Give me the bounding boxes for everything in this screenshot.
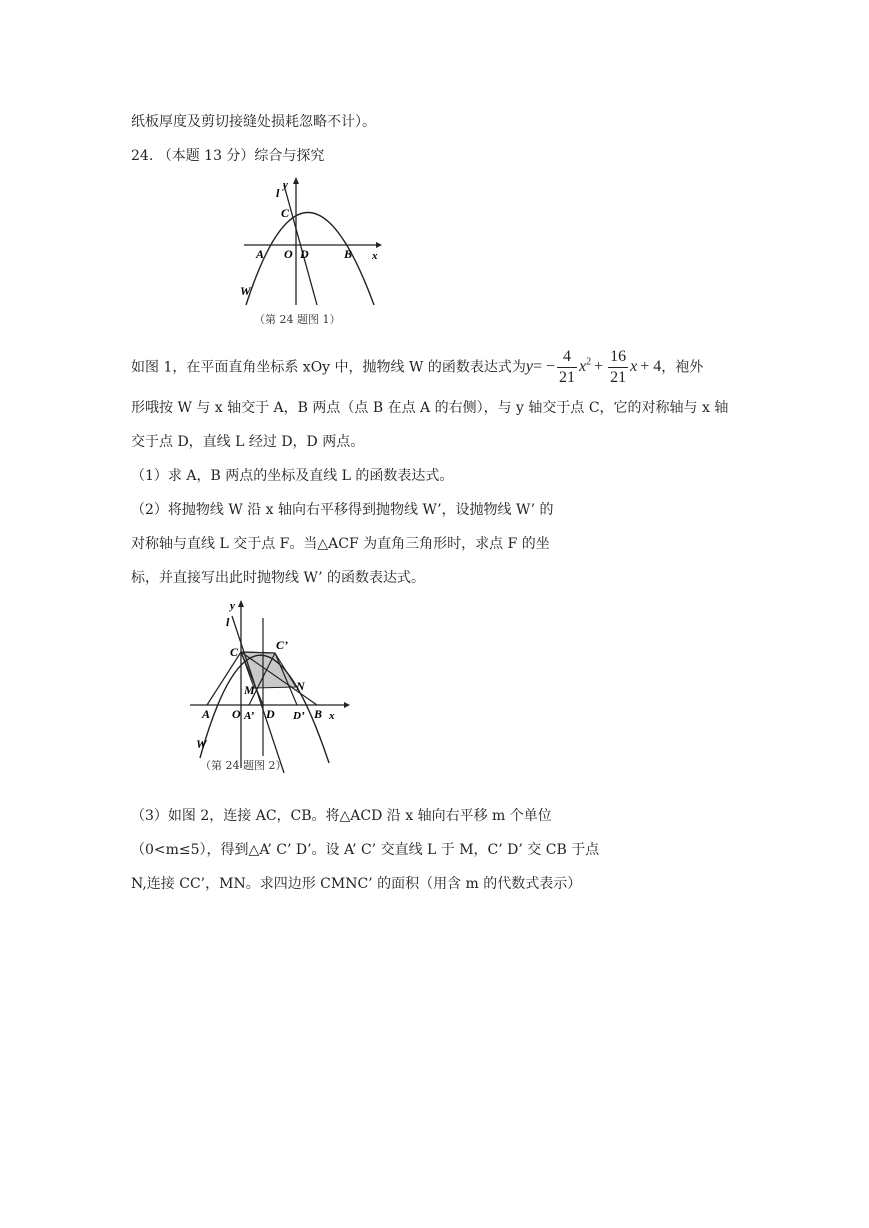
question-1: （1）求 A，B 两点的坐标及直线 L 的函数表达式。: [131, 468, 454, 484]
eq-frac2-den: 21: [610, 369, 627, 387]
fig2-label-d: D: [266, 707, 275, 721]
eq-exponent: 2: [586, 357, 592, 368]
fig1-label-l: l: [276, 186, 280, 200]
fig2-y-arrow-icon: [238, 600, 244, 607]
figure-2: [186, 598, 361, 778]
intro-line-with-equation: [131, 343, 703, 389]
intro-text-tail: ，袍外: [661, 359, 704, 376]
fig1-label-w: W: [240, 284, 251, 298]
fig1-label-a: A: [256, 247, 265, 261]
fig2-label-cp: C’: [276, 638, 288, 652]
figure-1: [236, 175, 386, 330]
fig1-label-y: y: [283, 179, 288, 191]
fig1-label-o: O: [284, 247, 293, 261]
equation: [525, 348, 662, 387]
fig1-label-b: B: [344, 247, 353, 261]
fig2-label-l: l: [226, 615, 230, 629]
eq-tail: + 4: [640, 358, 662, 376]
eq-frac1-num: 4: [557, 347, 577, 368]
figure-1-graph: [236, 175, 386, 330]
question-2-line-a: （2）将抛物线 W 沿 x 轴向右平移得到抛物线 W’，设抛物线 W’ 的: [131, 502, 554, 518]
question-3-line-a: （3）如图 2，连接 AC，CB。将△ACD 沿 x 轴向右平移 m 个单位: [131, 808, 552, 824]
eq-equals-minus: = −: [532, 358, 555, 376]
intro-text: 如图 1，在平面直角坐标系 xOy 中，抛物线 W 的函数表达式为: [131, 359, 526, 376]
fig1-caption: （第 24 题图 1）: [254, 313, 341, 326]
text-line-4: 形哦按 W 与 x 轴交于 A，B 两点（点 B 在点 A 的右侧），与 y 轴交于点 C，它的对称轴与 x 轴: [131, 400, 729, 416]
question-3-line-c: N,连接 CC’，MN。求四边形 CMNC’ 的面积（用含 m 的代数式表示）: [131, 876, 582, 892]
fig2-segment-ac: [207, 652, 241, 705]
fig2-label-m: M: [244, 683, 255, 697]
fig1-y-arrow-icon: [293, 177, 299, 184]
eq-frac2-num: 16: [608, 347, 628, 368]
question-2-line-b: 对称轴与直线 L 交于点 F。当△ACF 为直角三角形时，求点 F 的坐: [131, 536, 550, 552]
eq-frac1-den: 21: [559, 369, 575, 387]
eq-plus: +: [594, 358, 604, 376]
fig2-label-n: N: [296, 679, 305, 693]
fig2-label-o: O: [232, 707, 241, 721]
fig1-parabola-w: [246, 213, 374, 306]
eq-x: x: [630, 358, 638, 376]
eq-fraction-2: [608, 347, 628, 388]
eq-y: y: [525, 358, 533, 376]
fig2-label-w: W: [196, 737, 207, 751]
fig2-label-c: C: [230, 645, 239, 659]
eq-x-squared: x: [579, 358, 587, 376]
fig2-x-arrow-icon: [344, 702, 350, 708]
text-line-1: 纸板厚度及剪切接缝处损耗忽略不计）。: [131, 114, 376, 130]
fig2-caption: （第 24 题图 2）: [200, 759, 287, 772]
fig1-x-arrow-icon: [376, 242, 382, 248]
question-24-header: 24. （本题 13 分）综合与探究: [131, 148, 325, 164]
fig1-label-c: C: [281, 206, 290, 220]
fig2-label-ap: A’: [244, 710, 255, 722]
question-2-line-c: 标，并直接写出此时抛物线 W’ 的函数表达式。: [131, 570, 425, 586]
fig2-label-y: y: [230, 600, 235, 612]
question-3-line-b: （0<m≤5），得到△A’ C’ D’。设 A’ C’ 交直线 L 于 M，C’ D’ 交 CB 于点: [131, 842, 600, 858]
fig2-label-x: x: [329, 710, 335, 722]
eq-fraction-1: [557, 347, 577, 388]
fig2-label-b: B: [314, 707, 323, 721]
fig1-label-x: x: [372, 250, 378, 262]
fig2-label-a: A: [202, 707, 211, 721]
fig1-label-d: D: [300, 247, 309, 261]
figure-2-graph: [186, 598, 361, 778]
text-line-5: 交于点 D，直线 L 经过 D，D 两点。: [131, 434, 365, 450]
fig2-label-dp: D’: [293, 710, 305, 722]
